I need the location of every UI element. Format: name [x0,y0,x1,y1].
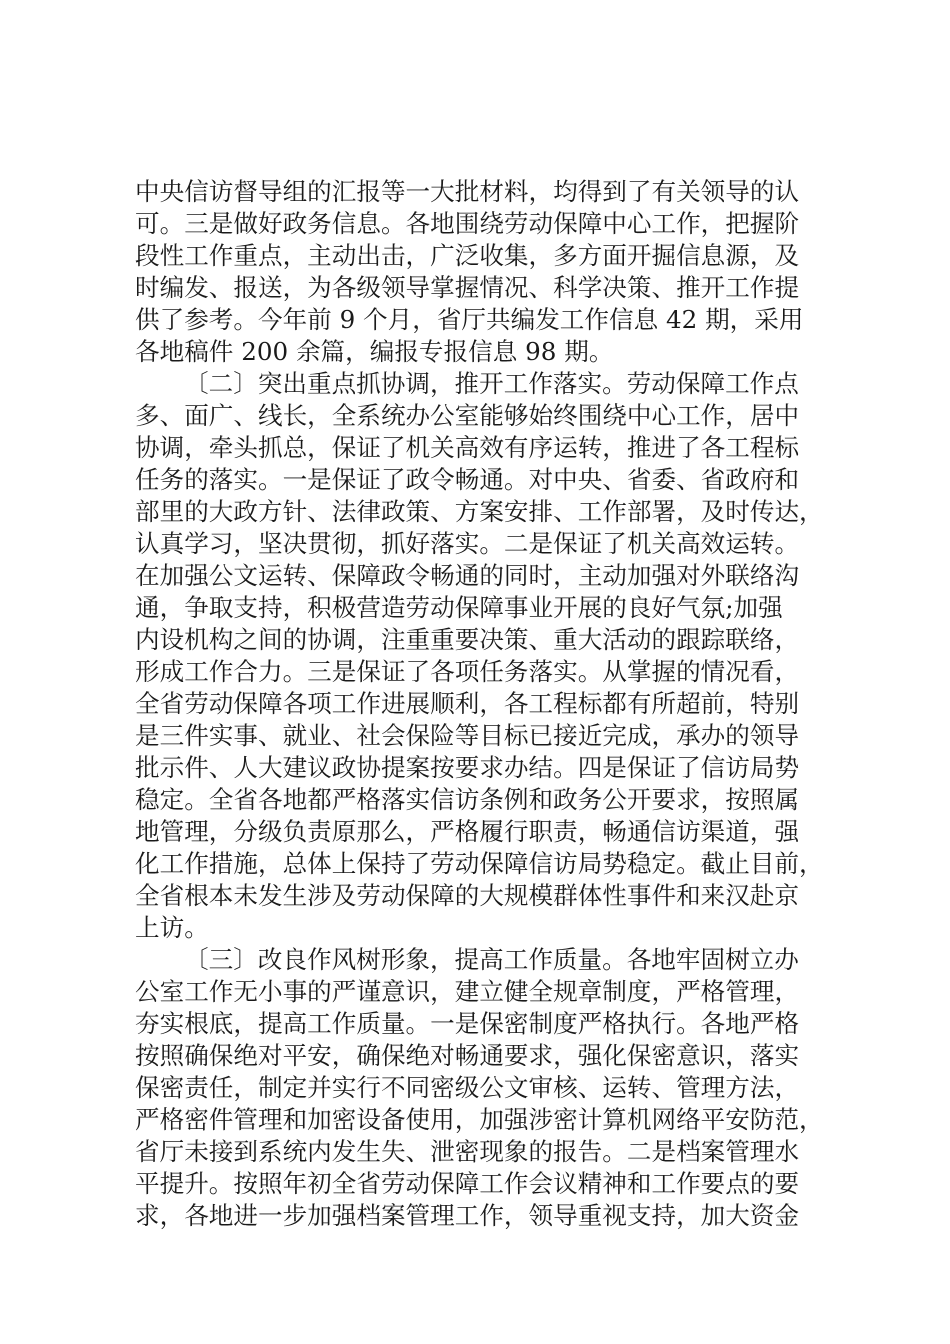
text-line: 供了参考。今年前 9 个月，省厅共编发工作信息 42 期，采用 [135,305,804,334]
text-line: 全省劳动保障各项工作进展顺利，各工程标都有所超前，特别 [135,689,800,718]
text-line: 是三件实事、就业、社会保险等目标已接近完成，承办的领导 [135,721,800,750]
text-line: 协调，牵头抓总，保证了机关高效有序运转，推进了各工程标 [135,433,800,462]
text-line: 全省根本未发生涉及劳动保障的大规模群体性事件和来汉赴京 [135,881,800,910]
text-line: 多、面广、线长，全系统办公室能够始终围绕中心工作，居中 [135,401,800,430]
text-line: 段性工作重点，主动出击，广泛收集，多方面开掘信息源，及 [135,241,800,270]
text-line: 部里的大政方针、法律政策、方案安排、工作部署，及时传达， [135,497,824,526]
text-line: 时编发、报送，为各级领导掌握情况、科学决策、推开工作提 [135,273,800,302]
text-line: 按照确保绝对平安，确保绝对畅通要求，强化保密意识，落实 [135,1041,800,1070]
text-line: 省厅未接到系统内发生失、泄密现象的报告。二是档案管理水 [135,1137,800,1166]
text-line: 可。三是做好政务信息。各地围绕劳动保障中心工作，把握阶 [135,209,800,238]
text-line: 保密责任，制定并实行不同密级公文审核、运转、管理方法， [135,1073,800,1102]
text-line: 内设机构之间的协调，注重重要决策、重大活动的跟踪联络， [135,625,800,654]
text-line: 化工作措施，总体上保持了劳动保障信访局势稳定。截止目前， [135,849,824,878]
text-line: 〔三〕改良作风树形象，提高工作质量。各地牢固树立办 [184,945,799,974]
text-line: 在加强公文运转、保障政令畅通的同时，主动加强对外联络沟 [135,561,800,590]
text-line: 夯实根底，提高工作质量。一是保密制度严格执行。各地严格 [135,1009,800,1038]
text-line: 中央信访督导组的汇报等一大批材料，均得到了有关领导的认 [135,177,800,206]
text-line: 地管理，分级负责原那么，严格履行职责，畅通信访渠道，强 [135,817,800,846]
text-line: 〔二〕突出重点抓协调，推开工作落实。劳动保障工作点 [184,369,799,398]
text-line: 各地稿件 200 余篇，编报专报信息 98 期。 [135,337,614,366]
text-line: 公室工作无小事的严谨意识，建立健全规章制度，严格管理， [135,977,800,1006]
text-line: 求，各地进一步加强档案管理工作，领导重视支持，加大资金 [135,1201,800,1230]
text-line: 平提升。按照年初全省劳动保障工作会议精神和工作要点的要 [135,1169,800,1198]
document-body [135,176,845,1232]
text-line: 通，争取支持，积极营造劳动保障事业开展的良好气氛;加强 [135,593,783,622]
text-line: 任务的落实。一是保证了政令畅通。对中央、省委、省政府和 [135,465,800,494]
text-line: 认真学习，坚决贯彻，抓好落实。二是保证了机关高效运转。 [135,529,800,558]
text-line: 严格密件管理和加密设备使用，加强涉密计算机网络平安防范， [135,1105,824,1134]
text-line: 上访。 [135,913,209,942]
text-line: 形成工作合力。三是保证了各项任务落实。从掌握的情况看， [135,657,800,686]
text-line: 批示件、人大建议政协提案按要求办结。四是保证了信访局势 [135,753,800,782]
text-line: 稳定。全省各地都严格落实信访条例和政务公开要求，按照属 [135,785,800,814]
